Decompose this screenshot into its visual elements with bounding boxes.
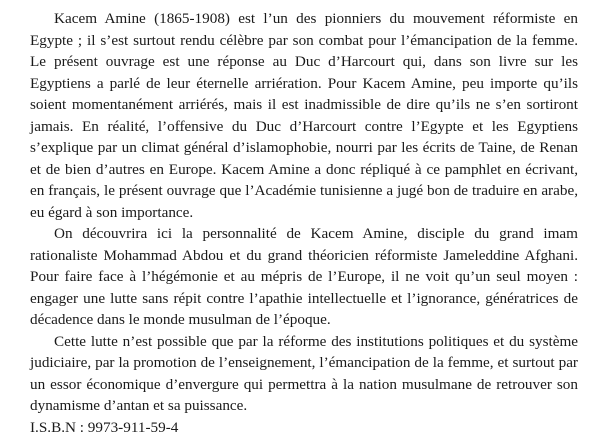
paragraph-personality: On découvrira ici la personnalité de Kacem Amine, disciple du grand imam rationaliste Mohammad Abdou et du grand théoricien réformiste Jameleddine Afghani. Pour faire face à l’hégémonie et au mépris de l’Europe, il ne voit qu’un seul moyen : engager une lutte sans répit contre l’apathie intellectuelle et l’ignorance, génératrices de décadence dans le monde musulman de l’époque. — [30, 223, 578, 331]
paragraph-reform: Cette lutte n’est possible que par la réforme des institutions politiques et du système judiciaire, par la promotion de l’enseignement, l’émancipation de la femme, et surtout par un essor économique d’envergure qui permettra à la nation musulmane de retrouver son dynamisme d’antan et sa puissance. — [30, 331, 578, 417]
isbn-line: I.S.B.N : 9973-911-59-4 — [30, 417, 578, 438]
paragraph-intro: Kacem Amine (1865-1908) est l’un des pionniers du mouvement réformiste en Egypte ; il s’est surtout rendu célèbre par son combat pour l’émancipation de la femme. Le présent ouvrage est une réponse au Duc d’Harcourt qui, dans son livre sur les Egyptiens a parlé de leur éternelle arriération. Pour Kacem Amine, peu importe qu’ils soient momentanément arriérés, mais il est inadmissible de dire qu’ils ne s’en sortiront jamais. En réalité, l’offensive du Duc d’Harcourt contre l’Egypte et les Egyptiens s’explique par un climat général d’islamophobie, nourri par les écrits de Taine, de Renan et de bien d’autres en Europe. Kacem Amine a donc répliqué à ce pamphlet en écrivant, en français, le présent ouvrage que l’Académie tunisienne a jugé bon de traduire en arabe, eu égard à son importance. — [30, 8, 578, 223]
